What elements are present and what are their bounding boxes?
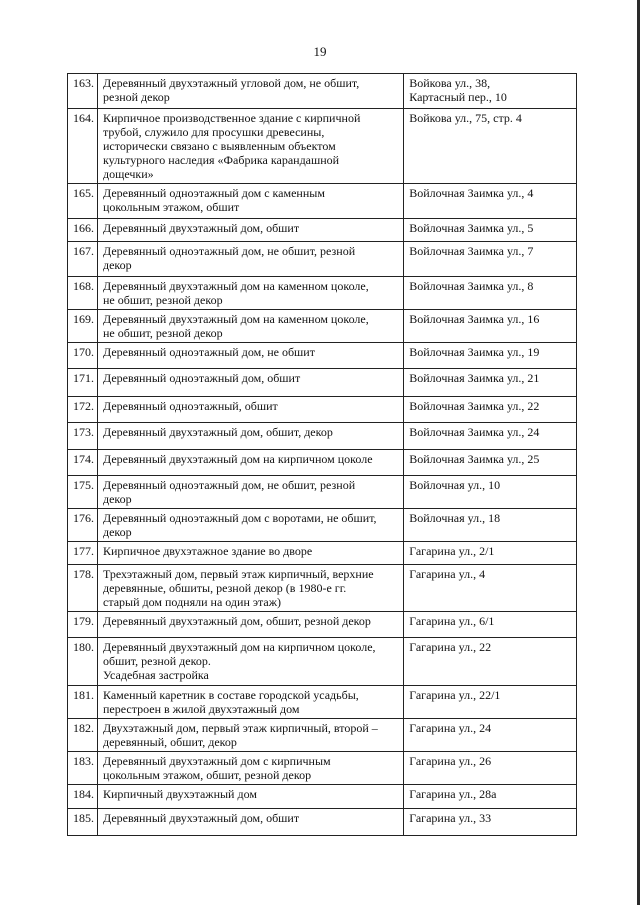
table-row xyxy=(68,423,577,450)
row-number: 171. xyxy=(68,369,98,397)
object-description xyxy=(98,397,404,423)
object-description xyxy=(98,219,404,242)
row-number: 179. xyxy=(68,612,98,638)
description-line: декор xyxy=(103,258,132,272)
table-row xyxy=(68,638,577,686)
object-description xyxy=(98,752,404,785)
description-line: Деревянный одноэтажный дом с каменным xyxy=(103,186,325,200)
row-number: 174. xyxy=(68,450,98,476)
page-number: 19 xyxy=(313,44,327,59)
address-line: Войлочная Заимка ул., 16 xyxy=(409,312,540,326)
table-row xyxy=(68,542,577,565)
address-line: Гагарина ул., 26 xyxy=(409,754,492,768)
description-line: Деревянный двухэтажный дом, обшит xyxy=(103,811,300,825)
description-line: Деревянный одноэтажный дом, не обшит, резной xyxy=(103,244,356,258)
object-description xyxy=(98,277,404,310)
row-number: 175. xyxy=(68,476,98,509)
description-line: Каменный каретник в составе городской усадьбы, xyxy=(103,688,359,702)
table-row xyxy=(68,242,577,277)
object-description xyxy=(98,785,404,809)
address-line: Гагарина ул., 28а xyxy=(409,787,497,801)
object-address xyxy=(404,369,577,397)
description-line: не обшит, резной декор xyxy=(103,326,223,340)
description-line: дощечки» xyxy=(103,167,154,181)
table-row xyxy=(68,785,577,809)
description-line: трубой, служило для просушки древесины, xyxy=(103,125,325,139)
object-address xyxy=(404,509,577,542)
description-line: цокольным этажом, обшит, резной декор xyxy=(103,768,312,782)
table-row xyxy=(68,719,577,752)
address-line: Гагарина ул., 22 xyxy=(409,640,492,654)
description-line: Деревянный одноэтажный дом с воротами, не обшит, xyxy=(103,511,377,525)
description-line: Деревянный двухэтажный дом с кирпичным xyxy=(103,754,331,768)
object-address xyxy=(404,109,577,184)
address-line: Гагарина ул., 2/1 xyxy=(409,544,495,558)
table-row xyxy=(68,612,577,638)
address-line: Гагарина ул., 22/1 xyxy=(409,688,501,702)
table-row xyxy=(68,809,577,836)
row-number: 167. xyxy=(68,242,98,277)
table-row xyxy=(68,343,577,369)
object-description xyxy=(98,809,404,836)
object-description xyxy=(98,565,404,612)
row-number: 169. xyxy=(68,310,98,343)
description-line: Кирпичное производственное здание с кирпичной xyxy=(103,111,361,125)
object-address xyxy=(404,450,577,476)
row-number: 180. xyxy=(68,638,98,686)
description-line: Деревянный двухэтажный дом, обшит, резной декор xyxy=(103,614,371,628)
description-line: деревянные, обшиты, резной декор (в 1980-е гг. xyxy=(103,581,347,595)
description-line: культурного наследия «Фабрика карандашной xyxy=(103,153,340,167)
object-description xyxy=(98,719,404,752)
description-line: Деревянный двухэтажный дом на каменном цоколе, xyxy=(103,279,369,293)
description-line: Деревянный двухэтажный угловой дом, не обшит, xyxy=(103,76,360,90)
description-line: резной декор xyxy=(103,90,170,104)
object-description xyxy=(98,612,404,638)
address-line: Войлочная Заимка ул., 7 xyxy=(409,244,534,258)
table-row xyxy=(68,752,577,785)
object-description xyxy=(98,638,404,686)
object-address xyxy=(404,542,577,565)
description-line: Кирпичное двухэтажное здание во дворе xyxy=(103,544,313,558)
description-line: Двухэтажный дом, первый этаж кирпичный, второй – xyxy=(103,721,378,735)
description-line: не обшит, резной декор xyxy=(103,293,223,307)
row-number: 170. xyxy=(68,343,98,369)
address-line: Гагарина ул., 33 xyxy=(409,811,492,825)
table-row xyxy=(68,277,577,310)
object-address xyxy=(404,184,577,219)
address-line: Войлочная Заимка ул., 5 xyxy=(409,221,534,235)
object-address xyxy=(404,752,577,785)
address-line: Войлочная Заимка ул., 25 xyxy=(409,452,540,466)
object-address xyxy=(404,565,577,612)
object-description xyxy=(98,109,404,184)
table-row xyxy=(68,450,577,476)
description-line: перестроен в жилой двухэтажный дом xyxy=(103,702,300,716)
table-row xyxy=(68,509,577,542)
object-description xyxy=(98,242,404,277)
address-line: Войлочная Заимка ул., 24 xyxy=(409,425,540,439)
description-line: обшит, резной декор. xyxy=(103,654,211,668)
table-row xyxy=(68,476,577,509)
table-row xyxy=(68,369,577,397)
address-line: Войлочная Заимка ул., 22 xyxy=(409,399,540,413)
object-address xyxy=(404,612,577,638)
row-number: 168. xyxy=(68,277,98,310)
address-line: Войлочная ул., 10 xyxy=(409,478,501,492)
object-description xyxy=(98,476,404,509)
description-line: старый дом подняли на один этаж) xyxy=(103,595,282,609)
object-address xyxy=(404,785,577,809)
description-line: цокольным этажом, обшит xyxy=(103,200,240,214)
row-number: 184. xyxy=(68,785,98,809)
row-number: 178. xyxy=(68,565,98,612)
row-number: 172. xyxy=(68,397,98,423)
object-description xyxy=(98,74,404,109)
address-line: Войлочная Заимка ул., 8 xyxy=(409,279,534,293)
object-address xyxy=(404,686,577,719)
row-number: 185. xyxy=(68,809,98,836)
address-line: Гагарина ул., 6/1 xyxy=(409,614,495,628)
object-address xyxy=(404,397,577,423)
description-line: Деревянный двухэтажный дом, обшит xyxy=(103,221,300,235)
table-row xyxy=(68,397,577,423)
table-row xyxy=(68,74,577,109)
address-line: Войлочная Заимка ул., 4 xyxy=(409,186,534,200)
object-description xyxy=(98,450,404,476)
object-address xyxy=(404,277,577,310)
object-address xyxy=(404,719,577,752)
description-line: декор xyxy=(103,492,132,506)
description-line: Трехэтажный дом, первый этаж кирпичный, верхние xyxy=(103,567,374,581)
table-body xyxy=(68,74,577,836)
row-number: 163. xyxy=(68,74,98,109)
object-address xyxy=(404,310,577,343)
object-address xyxy=(404,219,577,242)
address-line: Войкова ул., 75, стр. 4 xyxy=(409,111,522,125)
object-description xyxy=(98,184,404,219)
row-number: 183. xyxy=(68,752,98,785)
object-description xyxy=(98,509,404,542)
description-line: Деревянный двухэтажный дом на каменном цоколе, xyxy=(103,312,369,326)
object-description xyxy=(98,369,404,397)
row-number: 165. xyxy=(68,184,98,219)
object-address xyxy=(404,242,577,277)
row-number: 182. xyxy=(68,719,98,752)
table-row xyxy=(68,219,577,242)
address-line: Войлочная Заимка ул., 21 xyxy=(409,371,540,385)
row-number: 177. xyxy=(68,542,98,565)
description-line: Деревянный одноэтажный дом, не обшит xyxy=(103,345,315,359)
object-description xyxy=(98,423,404,450)
heritage-objects-table xyxy=(67,73,577,836)
address-line: Войлочная ул., 18 xyxy=(409,511,501,525)
description-line: исторически связано с выявленным объектом xyxy=(103,139,336,153)
description-line: Деревянный двухэтажный дом, обшит, декор xyxy=(103,425,333,439)
object-address xyxy=(404,809,577,836)
row-number: 173. xyxy=(68,423,98,450)
table-row xyxy=(68,310,577,343)
object-address xyxy=(404,476,577,509)
description-line: деревянный, обшит, декор xyxy=(103,735,237,749)
description-line: Деревянный двухэтажный дом на кирпичном цоколе, xyxy=(103,640,376,654)
table-row xyxy=(68,686,577,719)
object-address xyxy=(404,638,577,686)
description-line: Деревянный одноэтажный дом, не обшит, резной xyxy=(103,478,356,492)
description-line: Деревянный одноэтажный, обшит xyxy=(103,399,278,413)
table-row xyxy=(68,184,577,219)
object-description xyxy=(98,542,404,565)
address-line: Войкова ул., 38, xyxy=(409,76,491,90)
description-line: Деревянный двухэтажный дом на кирпичном цоколе xyxy=(103,452,373,466)
description-line: Усадебная застройка xyxy=(103,668,209,682)
object-address xyxy=(404,423,577,450)
address-line: Войлочная Заимка ул., 19 xyxy=(409,345,540,359)
object-description xyxy=(98,310,404,343)
table-row xyxy=(68,109,577,184)
row-number: 181. xyxy=(68,686,98,719)
object-address xyxy=(404,343,577,369)
address-line: Картасный пер., 10 xyxy=(409,90,507,104)
description-line: Деревянный одноэтажный дом, обшит xyxy=(103,371,301,385)
table-row xyxy=(68,565,577,612)
object-description xyxy=(98,343,404,369)
row-number: 176. xyxy=(68,509,98,542)
object-description xyxy=(98,686,404,719)
address-line: Гагарина ул., 24 xyxy=(409,721,492,735)
row-number: 166. xyxy=(68,219,98,242)
description-line: декор xyxy=(103,525,132,539)
address-line: Гагарина ул., 4 xyxy=(409,567,486,581)
object-address xyxy=(404,74,577,109)
description-line: Кирпичный двухэтажный дом xyxy=(103,787,257,801)
row-number: 164. xyxy=(68,109,98,184)
